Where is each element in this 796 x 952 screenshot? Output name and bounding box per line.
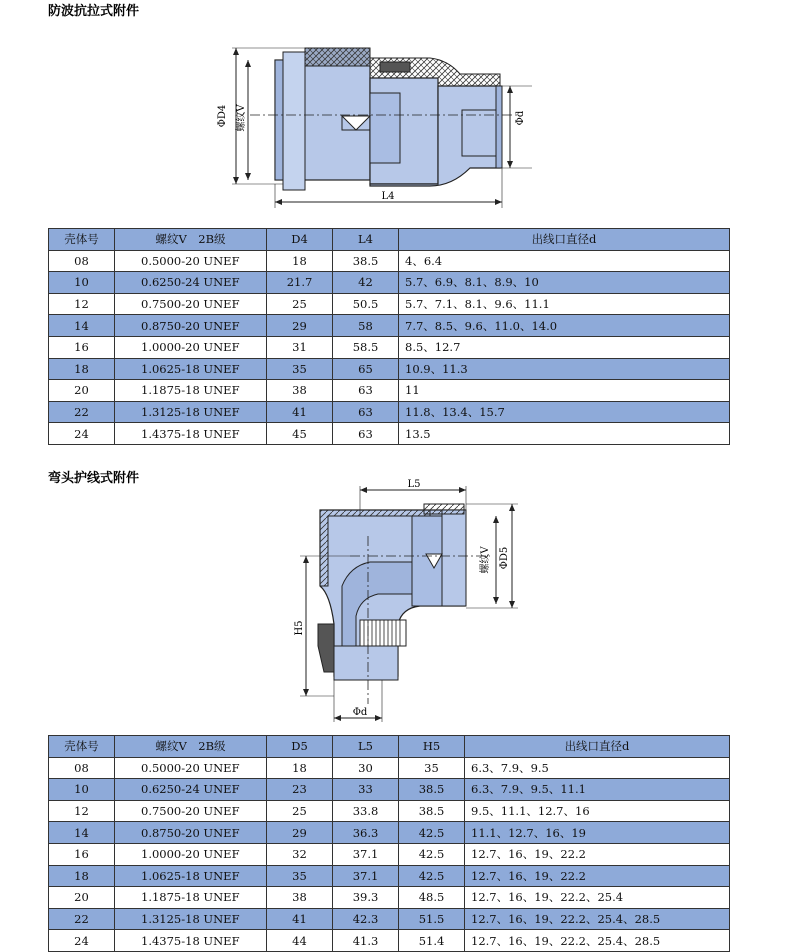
table-cell: 13.5 xyxy=(399,423,730,445)
table-cell: 22 xyxy=(49,908,115,930)
table-cell: 51.4 xyxy=(399,930,465,952)
table-cell: 23 xyxy=(267,779,333,801)
col-header-l4: L4 xyxy=(333,229,399,251)
col-header-d5: D5 xyxy=(267,736,333,758)
table-cell: 18 xyxy=(267,757,333,779)
table-cell: 24 xyxy=(49,930,115,952)
table-cell: 0.6250-24 UNEF xyxy=(115,779,267,801)
elbow-accessory-drawing xyxy=(290,476,530,724)
table-cell: 29 xyxy=(267,822,333,844)
table-cell: 0.5000-20 UNEF xyxy=(115,250,267,272)
elbow-spec-table xyxy=(48,735,730,952)
table-cell: 6.3、7.9、9.5、11.1 xyxy=(465,779,730,801)
table-row xyxy=(49,336,730,358)
table-row xyxy=(49,887,730,909)
table-cell: 45 xyxy=(267,423,333,445)
table-cell: 38.5 xyxy=(333,250,399,272)
table-cell: 58.5 xyxy=(333,336,399,358)
table-cell: 42 xyxy=(333,272,399,294)
col-header-thread: 螺纹V 2B级 xyxy=(115,736,267,758)
table-cell: 24 xyxy=(49,423,115,445)
table-cell: 0.8750-20 UNEF xyxy=(115,822,267,844)
table-cell: 38 xyxy=(267,380,333,402)
table-row xyxy=(49,800,730,822)
table-cell: 58 xyxy=(333,315,399,337)
label-thread: 螺纹V xyxy=(236,104,247,132)
table-row xyxy=(49,358,730,380)
table-cell: 11.8、13.4、15.7 xyxy=(399,401,730,423)
table-cell: 33.8 xyxy=(333,800,399,822)
table-cell: 38 xyxy=(267,887,333,909)
table-cell: 1.1875-18 UNEF xyxy=(115,887,267,909)
label-d-2: Φd xyxy=(352,707,368,718)
table-cell: 35 xyxy=(267,865,333,887)
table-cell: 5.7、7.1、8.1、9.6、11.1 xyxy=(399,293,730,315)
table-cell: 20 xyxy=(49,380,115,402)
table-cell: 1.0625-18 UNEF xyxy=(115,358,267,380)
table-cell: 32 xyxy=(267,843,333,865)
table-cell: 63 xyxy=(333,380,399,402)
table-row xyxy=(49,401,730,423)
table-cell: 22 xyxy=(49,401,115,423)
table-cell: 42.5 xyxy=(399,865,465,887)
label-d: Φd xyxy=(515,110,526,126)
col-header-l5: L5 xyxy=(333,736,399,758)
table-cell: 21.7 xyxy=(267,272,333,294)
col-header-shell: 壳体号 xyxy=(49,736,115,758)
table-cell: 11 xyxy=(399,380,730,402)
table-cell: 29 xyxy=(267,315,333,337)
table-row xyxy=(49,908,730,930)
table-cell: 1.3125-18 UNEF xyxy=(115,401,267,423)
table-cell: 10 xyxy=(49,272,115,294)
table-row xyxy=(49,423,730,445)
table-cell: 44 xyxy=(267,930,333,952)
table-cell: 7.7、8.5、9.6、11.0、14.0 xyxy=(399,315,730,337)
table-header-row xyxy=(49,229,730,251)
table-cell: 5.7、6.9、8.1、8.9、10 xyxy=(399,272,730,294)
table-row xyxy=(49,380,730,402)
table-cell: 11.1、12.7、16、19 xyxy=(465,822,730,844)
table-cell: 0.7500-20 UNEF xyxy=(115,800,267,822)
table-cell: 38.5 xyxy=(399,800,465,822)
label-l4: L4 xyxy=(381,191,395,202)
strain-relief-accessory-drawing xyxy=(217,38,540,210)
table-cell: 42.5 xyxy=(399,843,465,865)
label-h5: H5 xyxy=(294,620,305,636)
strain-relief-spec-table xyxy=(48,228,730,445)
table-cell: 41 xyxy=(267,908,333,930)
table-cell: 9.5、11.1、12.7、16 xyxy=(465,800,730,822)
table-cell: 14 xyxy=(49,315,115,337)
table-cell: 63 xyxy=(333,423,399,445)
table-cell: 0.8750-20 UNEF xyxy=(115,315,267,337)
table-cell: 1.0625-18 UNEF xyxy=(115,865,267,887)
table-row xyxy=(49,822,730,844)
col-header-shell: 壳体号 xyxy=(49,229,115,251)
table-cell: 51.5 xyxy=(399,908,465,930)
table-cell: 1.4375-18 UNEF xyxy=(115,930,267,952)
table-cell: 1.4375-18 UNEF xyxy=(115,423,267,445)
table-cell: 30 xyxy=(333,757,399,779)
table-cell: 16 xyxy=(49,843,115,865)
table-cell: 12.7、16、19、22.2、25.4 xyxy=(465,887,730,909)
table-cell: 37.1 xyxy=(333,843,399,865)
table-row xyxy=(49,250,730,272)
table-cell: 31 xyxy=(267,336,333,358)
table-cell: 12 xyxy=(49,293,115,315)
label-l5: L5 xyxy=(407,479,421,490)
table-cell: 1.1875-18 UNEF xyxy=(115,380,267,402)
table-cell: 08 xyxy=(49,757,115,779)
table-cell: 12 xyxy=(49,800,115,822)
table-cell: 18 xyxy=(267,250,333,272)
label-d4: ΦD4 xyxy=(217,104,228,128)
table-cell: 37.1 xyxy=(333,865,399,887)
table-row xyxy=(49,757,730,779)
table-cell: 8.5、12.7 xyxy=(399,336,730,358)
table-cell: 12.7、16、19、22.2 xyxy=(465,843,730,865)
table-cell: 6.3、7.9、9.5 xyxy=(465,757,730,779)
table-cell: 42.5 xyxy=(399,822,465,844)
table-row xyxy=(49,779,730,801)
table-cell: 36.3 xyxy=(333,822,399,844)
table-cell: 18 xyxy=(49,358,115,380)
table-cell: 12.7、16、19、22.2、25.4、28.5 xyxy=(465,930,730,952)
col-header-outlet-d: 出线口直径d xyxy=(399,229,730,251)
table-row xyxy=(49,272,730,294)
table-cell: 42.3 xyxy=(333,908,399,930)
table-cell: 63 xyxy=(333,401,399,423)
table-cell: 12.7、16、19、22.2、25.4、28.5 xyxy=(465,908,730,930)
section1-title: 防波抗拉式附件 xyxy=(48,4,140,19)
table-cell: 39.3 xyxy=(333,887,399,909)
col-header-outlet-d: 出线口直径d xyxy=(465,736,730,758)
table-cell: 25 xyxy=(267,293,333,315)
table-cell: 12.7、16、19、22.2 xyxy=(465,865,730,887)
table-cell: 25 xyxy=(267,800,333,822)
table-cell: 41.3 xyxy=(333,930,399,952)
section2-title: 弯头护线式附件 xyxy=(48,471,140,486)
table-row xyxy=(49,293,730,315)
table-cell: 10.9、11.3 xyxy=(399,358,730,380)
table-cell: 08 xyxy=(49,250,115,272)
col-header-d4: D4 xyxy=(267,229,333,251)
table-cell: 20 xyxy=(49,887,115,909)
table-cell: 38.5 xyxy=(399,779,465,801)
table-cell: 18 xyxy=(49,865,115,887)
col-header-thread: 螺纹V 2B级 xyxy=(115,229,267,251)
table-row xyxy=(49,865,730,887)
table-cell: 1.0000-20 UNEF xyxy=(115,843,267,865)
table-cell: 1.3125-18 UNEF xyxy=(115,908,267,930)
table-cell: 50.5 xyxy=(333,293,399,315)
table-cell: 35 xyxy=(399,757,465,779)
table-cell: 14 xyxy=(49,822,115,844)
label-thread-2: 螺纹V xyxy=(480,546,491,574)
table-cell: 10 xyxy=(49,779,115,801)
table-cell: 33 xyxy=(333,779,399,801)
table-cell: 0.7500-20 UNEF xyxy=(115,293,267,315)
table-cell: 65 xyxy=(333,358,399,380)
col-header-h5: H5 xyxy=(399,736,465,758)
label-d5: ΦD5 xyxy=(499,546,510,570)
table-cell: 48.5 xyxy=(399,887,465,909)
table-cell: 16 xyxy=(49,336,115,358)
table-row xyxy=(49,315,730,337)
table-cell: 1.0000-20 UNEF xyxy=(115,336,267,358)
table-row xyxy=(49,930,730,952)
table-cell: 35 xyxy=(267,358,333,380)
table-cell: 0.6250-24 UNEF xyxy=(115,272,267,294)
table-header-row xyxy=(49,736,730,758)
table-cell: 0.5000-20 UNEF xyxy=(115,757,267,779)
table-cell: 4、6.4 xyxy=(399,250,730,272)
table-row xyxy=(49,843,730,865)
table-cell: 41 xyxy=(267,401,333,423)
